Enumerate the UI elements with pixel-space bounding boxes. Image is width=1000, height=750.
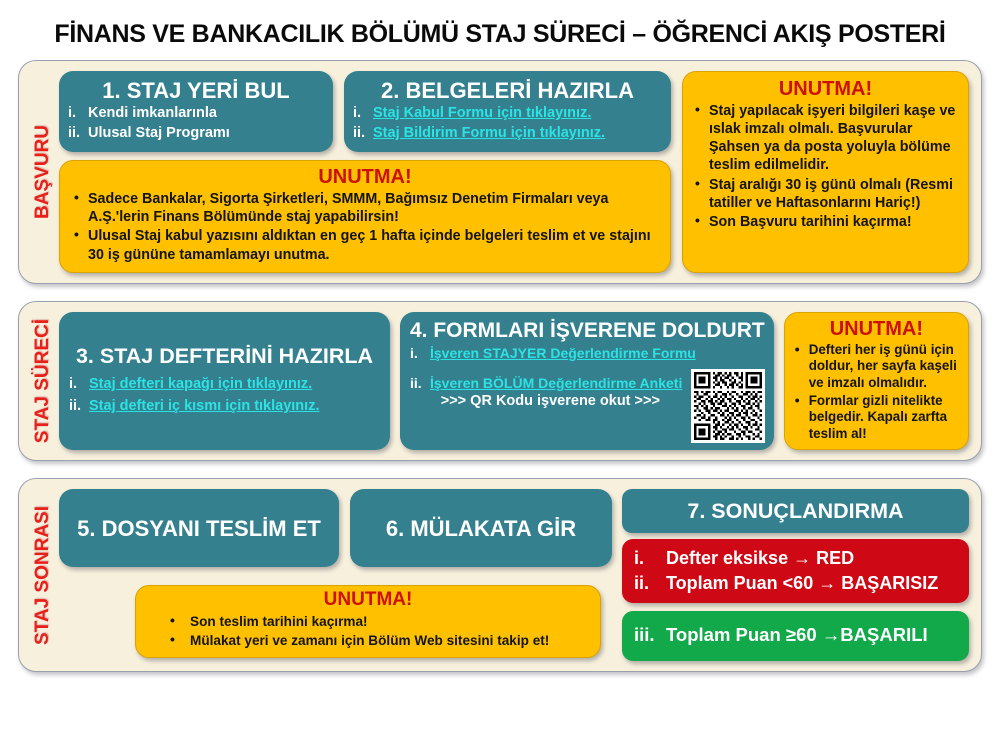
basvuru-side-warning-item-1: • Staj yapılacak işyeri bilgileri kaşe ve ıslak imzalı olmalı. Başvurular Şahsen ya da posta yoluyla bölüme teslim edilmelidir. [693, 102, 958, 175]
step-2-item-2-num: ii. [353, 124, 366, 141]
staj-kabul-formu-link[interactable]: Staj Kabul Formu için tıklayınız. [373, 105, 592, 122]
basvuru-side-warning-title: UNUTMA! [778, 78, 873, 100]
staj-sonrasi-warning-list [146, 613, 590, 649]
step-6-title: 6. MÜLAKATA GİR [385, 515, 577, 541]
section-staj-sonrasi [18, 478, 982, 672]
section-basvuru [18, 60, 982, 284]
step-3-item-2-num: ii. [69, 397, 82, 414]
section-staj-sureci [18, 301, 982, 462]
step-7-group [622, 489, 969, 661]
qr-code-icon [694, 372, 762, 440]
isveren-bolum-degerlendirme-anketi-link[interactable]: İşveren BÖLÜM Değerlendirme Anketi [430, 375, 683, 392]
step-4-title: 4. FORMLARI İŞVERENE DOLDURT [410, 318, 765, 342]
pass-results-list [622, 623, 961, 648]
basvuru-wide-warning-card [59, 160, 671, 273]
staj-sonrasi-warning-item-1: • Son teslim tarihini kaçırma! [146, 613, 590, 630]
step-2-item-1 [353, 104, 662, 123]
basvuru-side-warning-item-2: • Staj aralığı 30 iş günü olmalı (Resmi tatiller ve Haftasonlarını Hariç!) [693, 176, 958, 212]
step-1-card[interactable] [59, 71, 333, 152]
basvuru-wide-warning-item-1: • Sadece Bankalar, Sigorta Şirketleri, SMMM, Bağımsız Denetim Firmaları veya A.Ş.'lerin Finans Bölümünde staj yapabilirsin! [72, 190, 658, 226]
fail-result-1-text: Defter eksikse → RED [666, 548, 855, 569]
section-label-staj-sonrasi-text: STAJ SONRASI [32, 505, 53, 645]
qr-code[interactable] [691, 369, 765, 443]
staj-sureci-warning-title: UNUTMA! [829, 317, 923, 340]
step-1-list [68, 104, 324, 143]
basvuru-side-warning-item-3: • Son Başvuru tarihini kaçırma! [693, 213, 958, 231]
section-staj-sonrasi-body [59, 489, 969, 661]
step-4-item-2-num: ii. [410, 375, 422, 392]
step-3-list [69, 374, 380, 418]
step-3-card[interactable] [59, 312, 390, 451]
page-title: FİNANS VE BANKACILIK BÖLÜMÜ STAJ SÜRECİ – ÖĞRENCİ AKIŞ POSTERİ [54, 20, 946, 48]
step-1-item-2-text: Ulusal Staj Programı [88, 124, 230, 141]
basvuru-wide-warning-title: UNUTMA! [318, 166, 412, 189]
step-7-card[interactable] [622, 489, 969, 533]
basvuru-side-warning-list [693, 102, 958, 231]
step-2-item-1-num: i. [353, 105, 362, 122]
step-2-item-2 [353, 124, 662, 143]
section-label-staj-sureci [27, 312, 59, 451]
step-5-title: 5. DOSYANI TESLİM ET [77, 515, 321, 541]
step-1-item-1-num: i. [68, 105, 77, 122]
pass-result-1-text: Toplam Puan ≥60 →BAŞARILI [666, 624, 928, 646]
step-4-card[interactable] [400, 312, 774, 451]
fail-results-card [622, 539, 969, 603]
section-staj-sureci-body [59, 312, 969, 451]
staj-bildirim-formu-link[interactable]: Staj Bildirim Formu için tıklayınız. [373, 124, 606, 141]
step-1-item-1 [68, 104, 324, 123]
fail-result-1-num: i. [634, 548, 645, 569]
fail-result-2-num: ii. [634, 572, 650, 593]
staj-sonrasi-warning-title: UNUTMA! [323, 589, 413, 611]
step-2-title: 2. BELGELERİ HAZIRLA [380, 78, 634, 103]
isveren-stajyer-degerlendirme-formu-link[interactable]: İşveren STAJYER Değerlendirme Formu [430, 344, 696, 361]
staj-sureci-warning-card [784, 312, 969, 451]
section-label-staj-sonrasi [27, 489, 59, 661]
staj-sureci-warning-item-1: • Defteri her iş günü için doldur, her sayfa kaşeli ve imzalı olmalıdır. [793, 342, 960, 392]
fail-result-2 [622, 571, 961, 595]
fail-result-1 [622, 546, 961, 570]
step-1-title: 1. STAJ YERİ BUL [102, 78, 290, 103]
step-2-list [353, 104, 662, 143]
step-1-item-2-num: ii. [68, 124, 81, 141]
step-3-title: 3. STAJ DEFTERİNİ HAZIRLA [75, 344, 374, 369]
basvuru-side-warning-card [682, 71, 969, 273]
step-3-item-2 [69, 396, 380, 418]
step-3-item-1 [69, 374, 380, 396]
section-label-basvuru-text: BAŞVURU [32, 124, 53, 219]
section-label-basvuru [27, 71, 59, 273]
staj-sonrasi-warning-card [135, 585, 601, 657]
step-4-item-1 [410, 344, 765, 362]
qr-instruction-text: >>> QR Kodu işverene okut >>> [440, 393, 660, 410]
staj-sonrasi-left-column [59, 489, 612, 657]
step-1-item-1-text: Kendi imkanlarınla [88, 105, 217, 122]
staj-defteri-ic-kismi-link[interactable]: Staj defteri iç kısmı için tıklayınız. [89, 397, 320, 414]
section-label-staj-sureci-text: STAJ SÜRECİ [32, 318, 53, 444]
fail-results-list [622, 546, 961, 595]
staj-sonrasi-warning-item-2: • Mülakat yeri ve zamanı için Bölüm Web sitesini takip et! [146, 632, 590, 649]
step-1-item-2 [68, 124, 324, 143]
staj-defteri-kapagi-link[interactable]: Staj defteri kapağı için tıklayınız. [89, 376, 313, 393]
step-5-card[interactable] [59, 489, 339, 567]
basvuru-wide-warning-item-2: • Ulusal Staj kabul yazısını aldıktan en geç 1 hafta içinde belgeleri teslim et ve stajını 30 iş gününe tamamlamayı unutma. [72, 227, 658, 263]
section-basvuru-body [59, 71, 969, 273]
pass-result-card [622, 611, 969, 661]
step-7-title: 7. SONUÇLANDIRMA [687, 499, 904, 524]
step-4-item-1-num: i. [410, 344, 418, 361]
step-3-item-1-num: i. [69, 376, 78, 393]
basvuru-wide-warning-list [72, 190, 658, 264]
pass-result-1 [622, 623, 961, 648]
fail-result-2-text: Toplam Puan <60 → BAŞARISIZ [666, 572, 939, 593]
staj-sureci-warning-item-2: • Formlar gizli nitelikte belgedir. Kapalı zarfta teslim al! [793, 393, 960, 443]
basvuru-left-column [59, 71, 671, 273]
step-6-card[interactable] [350, 489, 612, 567]
pass-result-1-num: iii. [634, 624, 655, 646]
step-2-card[interactable] [344, 71, 671, 152]
staj-sureci-warning-list [793, 342, 960, 443]
